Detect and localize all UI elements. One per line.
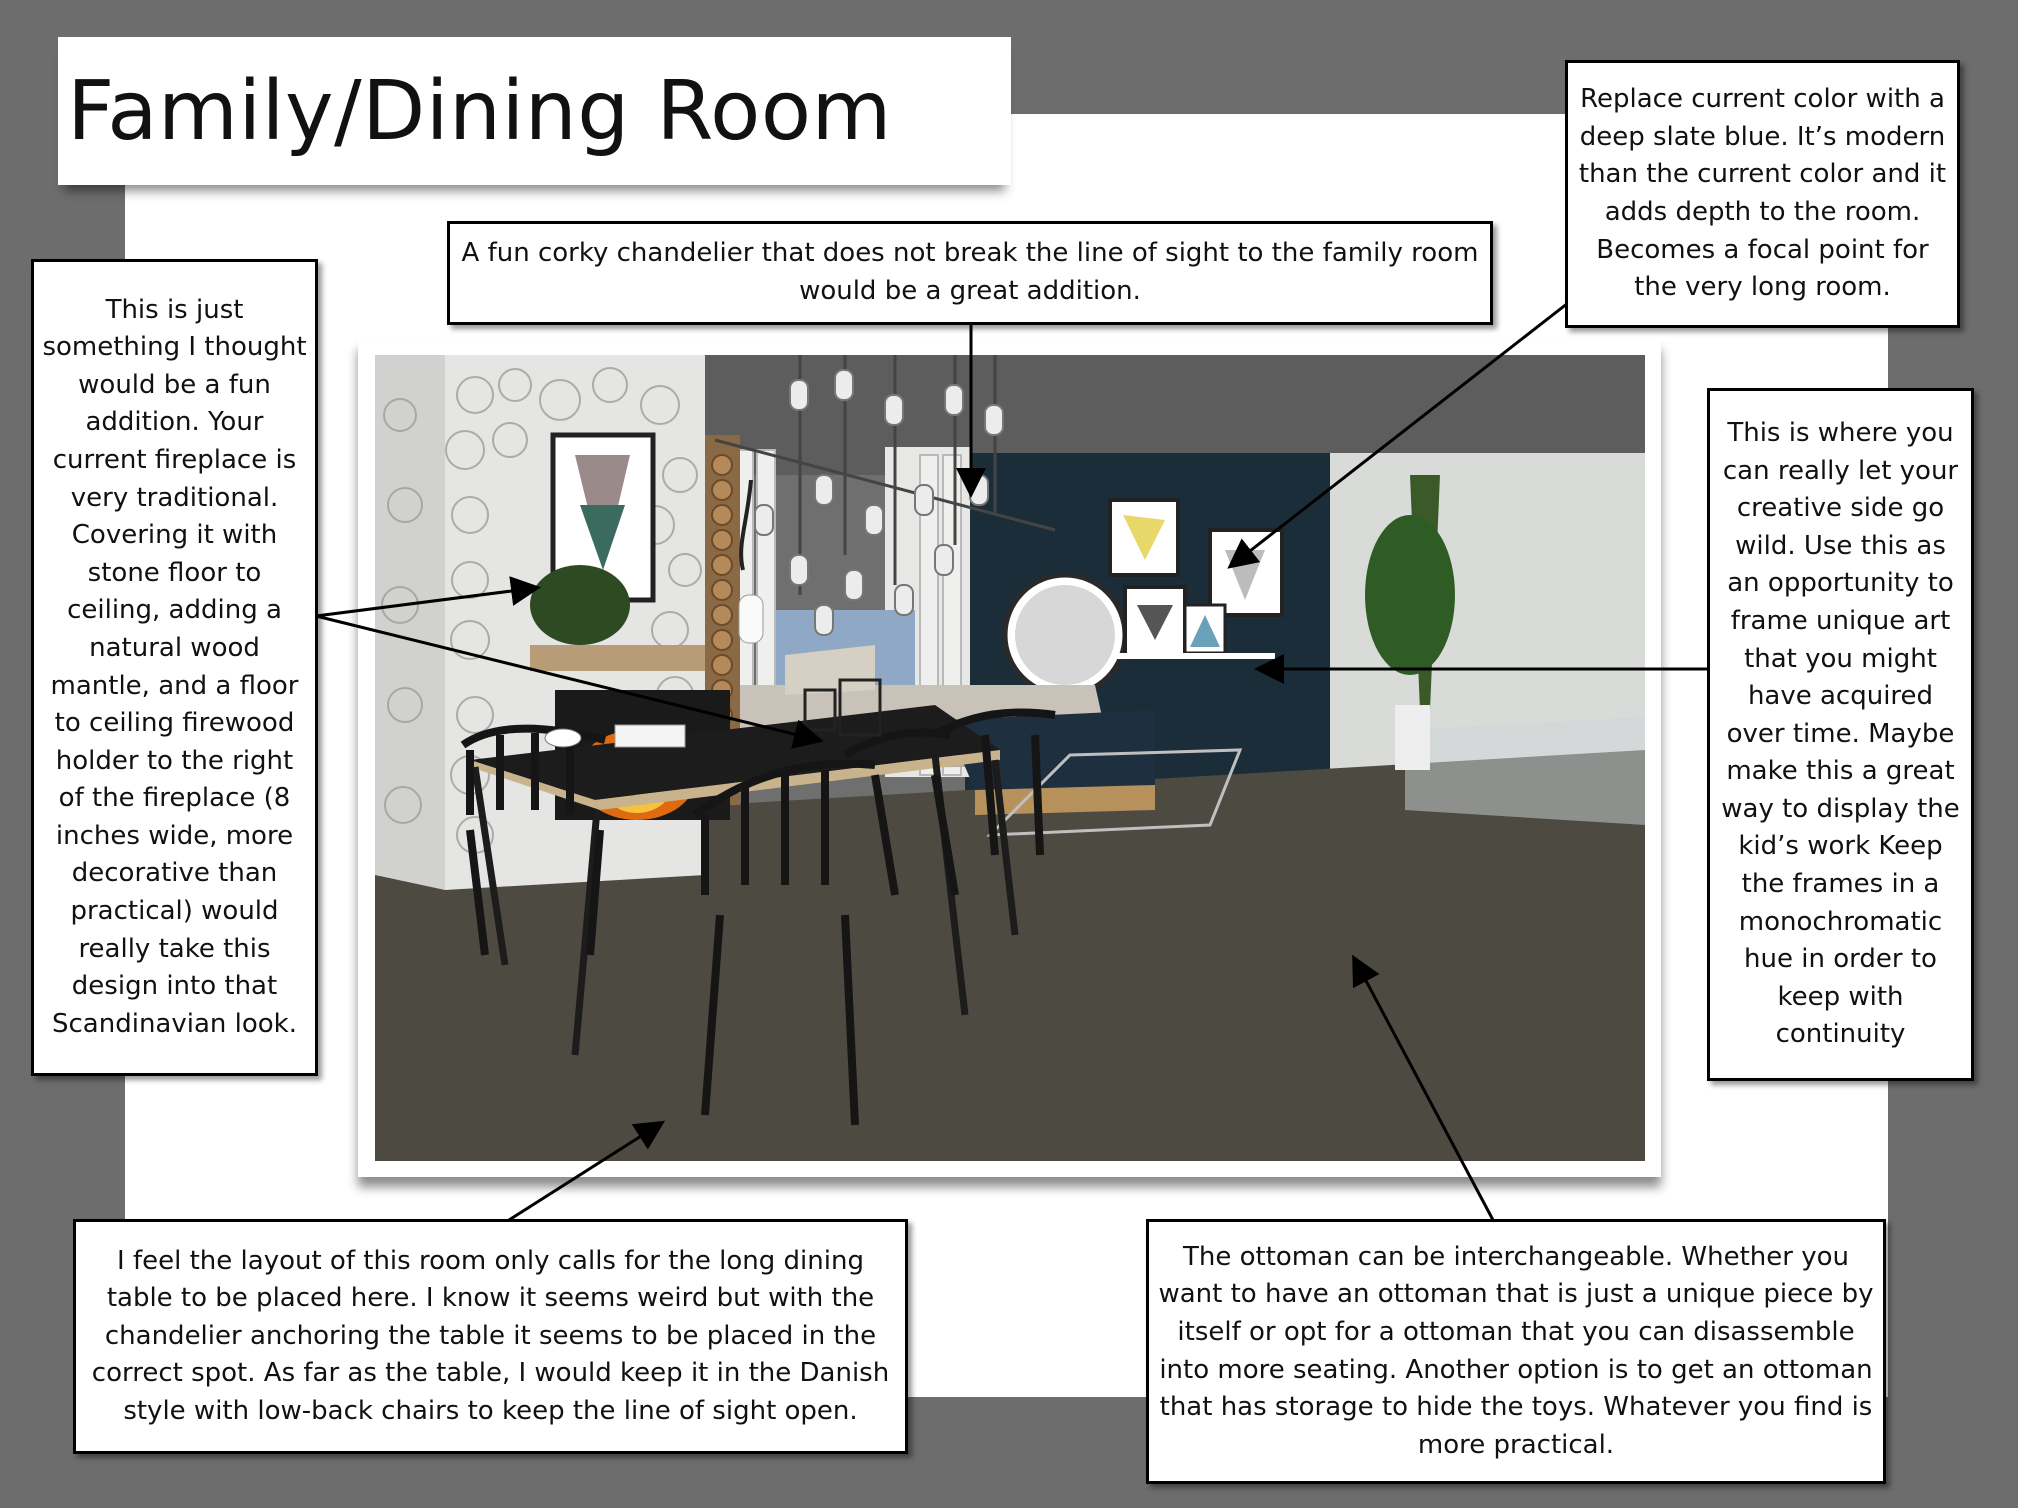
- art-wall-note: This is where you can really let your creative side go wild. Use this as an opportunity to frame unique art that you might have acquired over time. Maybe make this a great way to display the kid’s work Keep the frames in a monochromatic hue in order to keep with continuity: [1707, 388, 1974, 1081]
- room-rendering: [375, 355, 1645, 1161]
- mug: [545, 729, 581, 747]
- title-card: [58, 37, 1011, 185]
- wall-color-note: Replace current color with a deep slate blue. It’s modern than the current color and it adds depth to the room. Becomes a focal point for the very long room.: [1565, 60, 1960, 328]
- page-title: Family/Dining Room: [67, 63, 892, 159]
- wood-mantle: [530, 645, 705, 671]
- fiddle-leaf-plant: [1365, 515, 1455, 675]
- chandelier-note: A fun corky chandelier that does not break the line of sight to the family room would be a great addition.: [447, 221, 1493, 325]
- layout-note: I feel the layout of this room only calls for the long dining table to be placed here. I know it seems weird but with the chandelier anchoring the table it seems to be placed in the correct spot. As far as the table, I would keep it in the Danish style with low-back chairs to keep the line of sight open.: [73, 1219, 908, 1454]
- book: [615, 725, 685, 747]
- fireplace-note: This is just something I thought would be a fun addition. Your current fireplace is very traditional. Covering it with stone floor to ceiling, adding a natural wood mantle, and a floor to ceiling firewood holder to the right of the fireplace (8 inches wide, more decorative than practical) would really take this design into that Scandinavian look.: [31, 259, 318, 1076]
- plant: [530, 565, 630, 645]
- ottoman-note: The ottoman can be interchangeable. Whether you want to have an ottoman that is just a unique piece by itself or opt for a ottoman that you can disassemble into more seating. Another option is to get an ottoman that has storage to hide the toys. Whatever you find is more practical.: [1146, 1219, 1886, 1484]
